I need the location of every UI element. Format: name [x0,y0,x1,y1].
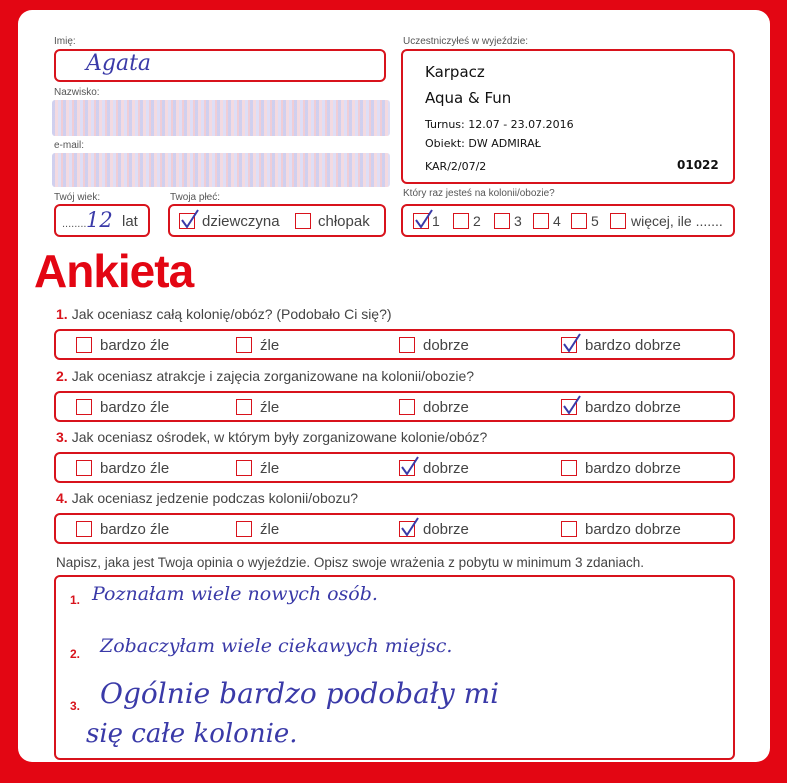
trip-code: KAR/2/07/2 [425,160,487,173]
question-number: 4. [56,490,68,506]
name-field[interactable] [54,49,386,82]
trip-program: Aqua & Fun [425,89,512,107]
age-dots: ........ [62,218,87,230]
age-value: 12 [86,208,113,232]
times-2-label: 2 [473,213,481,229]
age-label: Twój wiek: [54,192,101,203]
check-mark-icon [412,208,434,230]
question-label: Jak oceniasz jedzenie podczas kolonii/obozu? [71,490,359,506]
question-text [56,368,474,384]
rating-option-label: dobrze [423,521,469,538]
times-4-label: 4 [553,213,561,229]
email-label: e-mail: [54,140,85,151]
question-label: Jak oceniasz atrakcje i zajęcia zorganizowane na kolonii/obozie? [71,368,475,384]
age-field[interactable] [54,204,150,237]
rating-option-label: bardzo dobrze [585,521,681,538]
check-mark-icon [178,208,200,230]
opinion-line-2: Zobaczyłam wiele ciekawych miejsc. [100,635,453,657]
opinion-line-number: 2. [70,647,81,661]
check-mark-icon [398,516,420,538]
rating-option-label: źle [260,399,280,416]
rating-checkbox[interactable] [76,337,92,353]
question-4-options [54,513,735,544]
trip-number: 01022 [677,158,719,172]
trip-card [401,49,735,184]
trip-city: Karpacz [425,63,485,81]
rating-option-label: bardzo dobrze [585,399,681,416]
surname-field-redacted [52,100,390,136]
name-label: Imię: [54,36,76,47]
opinion-line-1: Poznałam wiele nowych osób. [92,583,378,605]
rating-checkbox[interactable] [76,521,92,537]
question-number: 1. [56,306,68,322]
rating-checkbox[interactable] [399,521,415,537]
times-2-checkbox[interactable] [453,213,469,229]
check-mark-icon [560,332,582,354]
rating-option-label: bardzo źle [100,521,170,538]
times-3-checkbox[interactable] [494,213,510,229]
question-1-options [54,329,735,360]
rating-option-label: bardzo dobrze [585,460,681,477]
question-text [56,306,392,322]
times-more-label: więcej, ile ....... [631,213,723,229]
rating-option-label: źle [260,460,280,477]
gender-boy-label: chłopak [318,213,370,230]
times-3-label: 3 [514,213,522,229]
times-field [401,204,735,237]
gender-girl-label: dziewczyna [202,213,280,230]
trip-obiekt: Obiekt: DW ADMIRAŁ [425,137,541,150]
rating-checkbox[interactable] [399,399,415,415]
rating-checkbox[interactable] [236,521,252,537]
survey-title: Ankieta [34,245,194,297]
rating-checkbox[interactable] [561,460,577,476]
opinion-line-3: Ogólnie bardzo podobały mi [100,677,500,710]
rating-option-label: dobrze [423,337,469,354]
opinion-line-number: 3. [70,699,81,713]
opinion-line-4: się całe kolonie. [86,719,298,749]
rating-option-label: bardzo źle [100,460,170,477]
rating-checkbox[interactable] [561,399,577,415]
gender-boy-checkbox[interactable] [295,213,311,229]
gender-label: Twoja płeć: [170,192,221,203]
rating-option-label: źle [260,521,280,538]
question-text [56,490,358,506]
rating-checkbox[interactable] [399,337,415,353]
rating-option-label: źle [260,337,280,354]
question-text [56,429,487,445]
question-2-options [54,391,735,422]
rating-option-label: dobrze [423,460,469,477]
question-3-options [54,452,735,483]
trip-turnus: Turnus: 12.07 - 23.07.2016 [425,118,574,131]
rating-checkbox[interactable] [399,460,415,476]
rating-option-label: bardzo źle [100,399,170,416]
times-5-label: 5 [591,213,599,229]
times-1-checkbox[interactable] [413,213,429,229]
times-1-label: 1 [432,213,440,229]
times-5-checkbox[interactable] [571,213,587,229]
rating-option-label: bardzo źle [100,337,170,354]
question-label: Jak oceniasz ośrodek, w którym były zorganizowane kolonie/obóz? [71,429,488,445]
question-number: 3. [56,429,68,445]
gender-field [168,204,386,237]
rating-checkbox[interactable] [76,460,92,476]
age-suffix: lat [122,213,138,230]
rating-checkbox[interactable] [236,337,252,353]
opinion-prompt: Napisz, jaka jest Twoja opinia o wyjeździe. Opisz swoje wrażenia z pobytu w minimum 3 zdaniach. [56,555,645,570]
check-mark-icon [560,394,582,416]
times-label: Który raz jesteś na kolonii/obozie? [403,188,555,199]
question-number: 2. [56,368,68,384]
name-value: Agata [86,51,152,76]
times-4-checkbox[interactable] [533,213,549,229]
rating-option-label: dobrze [423,399,469,416]
gender-girl-checkbox[interactable] [179,213,195,229]
trip-label: Uczestniczyłeś w wyjeździe: [403,36,529,47]
rating-option-label: bardzo dobrze [585,337,681,354]
check-mark-icon [398,455,420,477]
opinion-field[interactable] [54,575,735,760]
rating-checkbox[interactable] [561,521,577,537]
rating-checkbox[interactable] [76,399,92,415]
rating-checkbox[interactable] [236,399,252,415]
email-field-redacted [52,153,390,187]
rating-checkbox[interactable] [236,460,252,476]
opinion-line-number: 1. [70,593,81,607]
rating-checkbox[interactable] [561,337,577,353]
surname-label: Nazwisko: [54,87,100,98]
times-more-checkbox[interactable] [610,213,626,229]
question-label: Jak oceniasz całą kolonię/obóz? (Podobało Ci się?) [71,306,392,322]
